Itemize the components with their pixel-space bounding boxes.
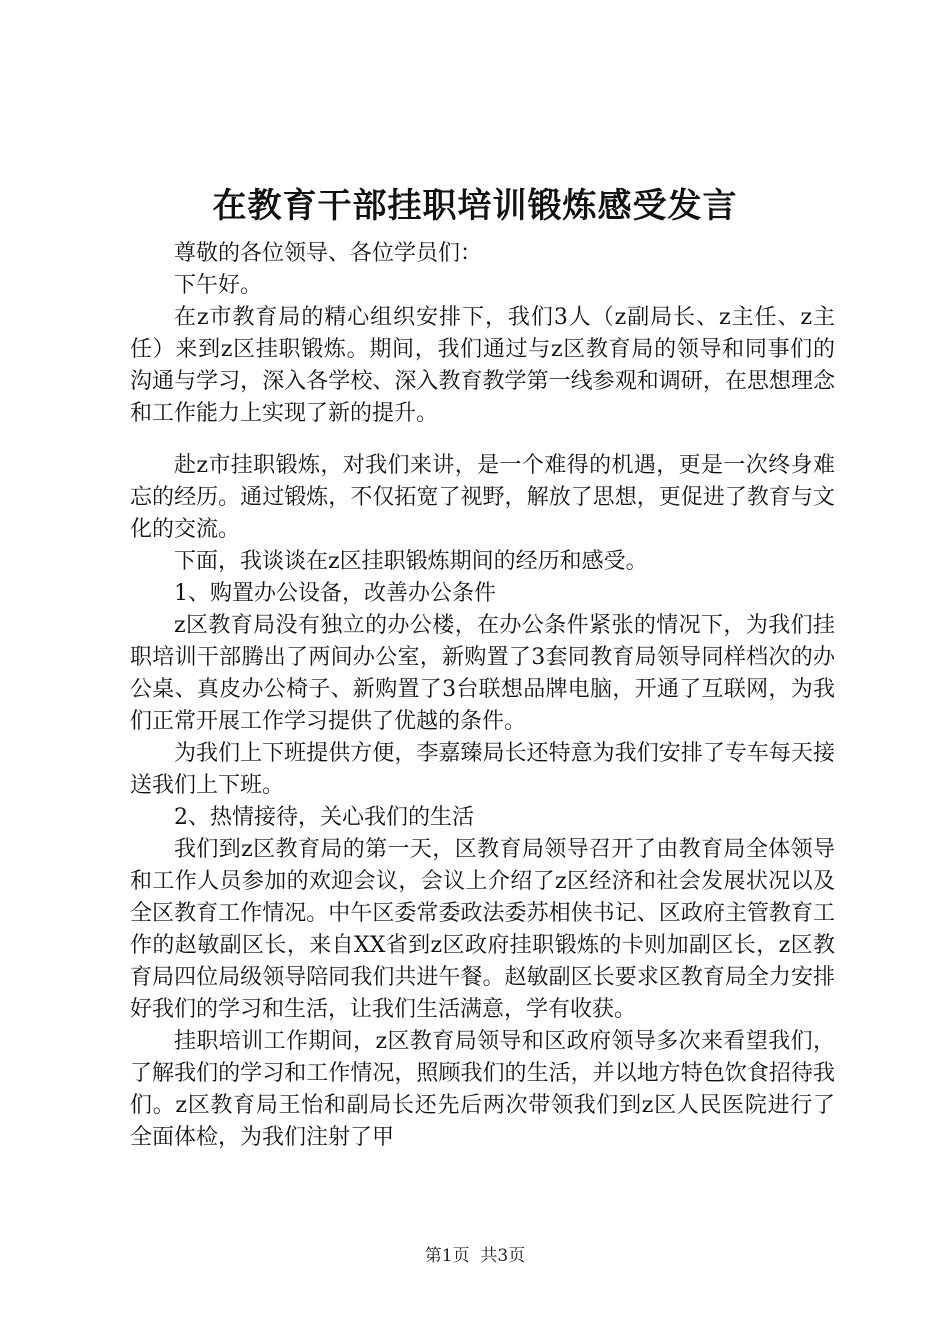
- paragraph: 下面，我谈谈在z区挂职锻炼期间的经历和感受。: [174, 549, 648, 574]
- page-number: 第1页: [424, 1246, 470, 1266]
- document-title: 在教育干部挂职培训锻炼感受发言: [212, 186, 738, 226]
- page-footer: [0, 1244, 950, 1268]
- paragraph: 在z市教育局的精心组织安排下，我们3人（z副局长、z主任、z主任）来到z区挂职锻炼。期间，我们通过与z区教育局的领导和同事们的沟通与学习，深入各学校、深入教育教学第一线参观和调研，在思想理念和工作能力上实现了新的提升。: [130, 305, 835, 426]
- page-total: 共3页: [480, 1246, 526, 1266]
- section-heading: 2、热情接待，关心我们的生活: [174, 805, 474, 830]
- paragraph: 赴z市挂职锻炼，对我们来讲，是一个难得的机遇，更是一次终身难忘的经历。通过锻炼，不仅拓宽了视野，解放了思想，更促进了教育与文化的交流。: [130, 453, 835, 542]
- salutation: 尊敬的各位领导、各位学员们：: [174, 241, 483, 266]
- paragraph: 我们到z区教育局的第一天，区教育局领导召开了由教育局全体领导和工作人员参加的欢迎会议，会议上介绍了z区经济和社会发展状况以及全区教育工作情况。中午区委常委政法委苏相侠书记、区政府主管教育工作的赵敏副区长，来自XX省到z区政府挂职锻炼的卡则加副区长，z区教育局四位局级领导陪同我们共进午餐。赵敏副区长要求区教育局全力安排好我们的学习和生活，让我们生活满意，学有收获。: [130, 837, 835, 1022]
- document-body: [130, 238, 835, 1154]
- paragraph: 为我们上下班提供方便，李嘉臻局长还特意为我们安排了专车每天接送我们上下班。: [130, 741, 835, 798]
- section-heading: 1、购置办公设备，改善办公条件: [174, 581, 496, 606]
- greeting: 下午好。: [174, 273, 263, 298]
- paragraph: z区教育局没有独立的办公楼，在办公条件紧张的情况下，为我们挂职培训干部腾出了两间办公室，新购置了3套同教育局领导同样档次的办公桌、真皮办公椅子、新购置了3台联想品牌电脑，开通了互联网，为我们正常开展工作学习提供了优越的条件。: [130, 613, 835, 734]
- paragraph: 挂职培训工作期间，z区教育局领导和区政府领导多次来看望我们，了解我们的学习和工作情况，照顾我们的生活，并以地方特色饮食招待我们。z区教育局王怡和副局长还先后两次带领我们到z区人民医院进行了全面体检，为我们注射了甲: [130, 1029, 835, 1150]
